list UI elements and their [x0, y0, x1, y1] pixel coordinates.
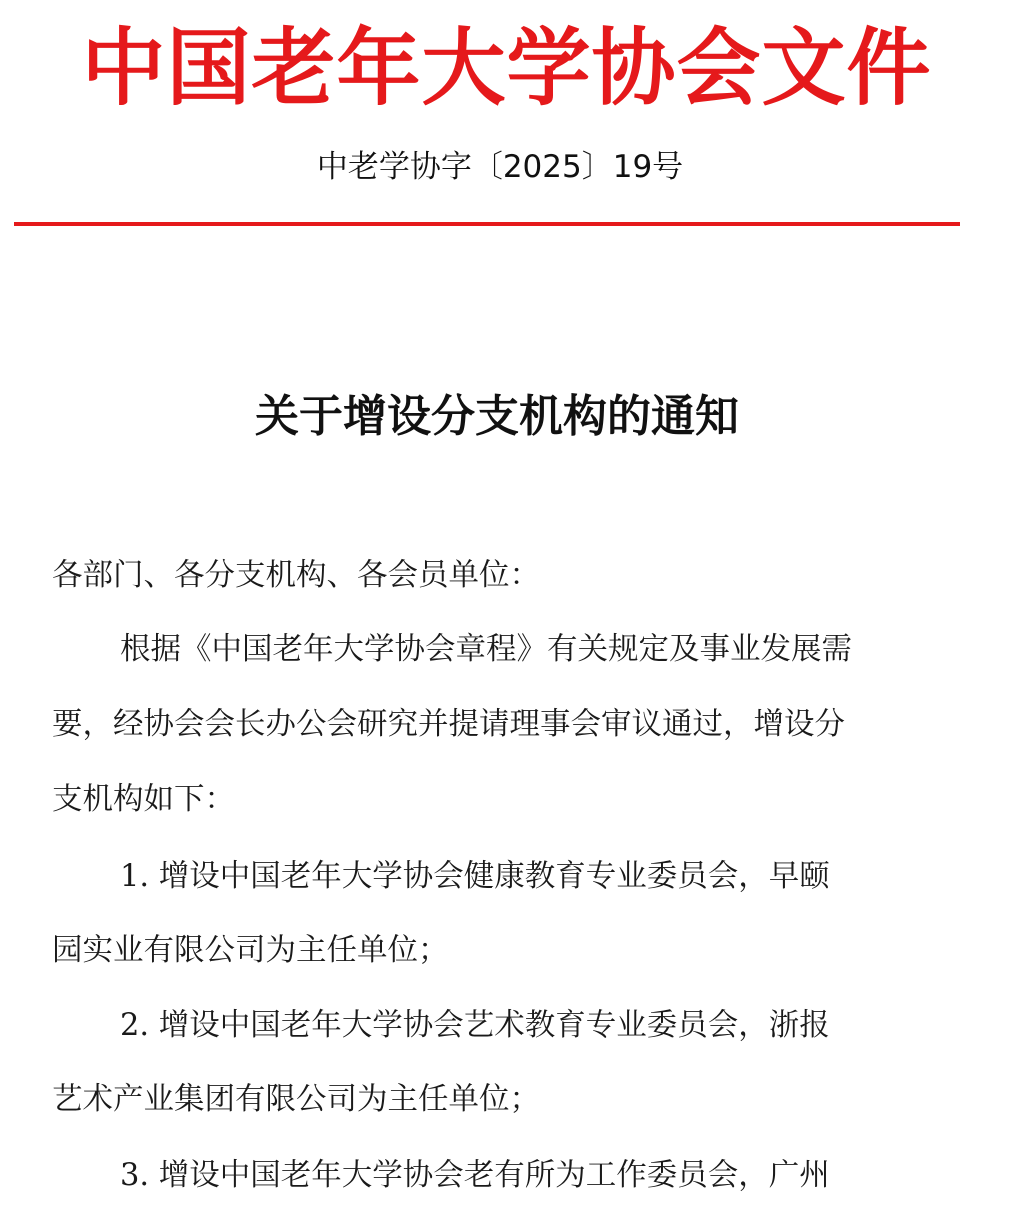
notice-title: 关于增设分支机构的通知 — [255, 391, 739, 442]
list-item-line: 园实业有限公司为主任单位； — [52, 933, 449, 968]
document-number: 中老学协字〔2025〕19号 — [316, 149, 684, 185]
list-item-line: 3. 增设中国老年大学协会老有所为工作委员会，广州 — [120, 1158, 830, 1193]
list-item-line: 1. 增设中国老年大学协会健康教育专业委员会，早颐 — [120, 859, 830, 894]
intro-line: 支机构如下： — [52, 782, 235, 817]
intro-line: 要，经协会会长办公会研究并提请理事会审议通过，增设分 — [52, 707, 845, 742]
header-divider — [14, 222, 960, 226]
list-item-line: 2. 增设中国老年大学协会艺术教育专业委员会，浙报 — [120, 1008, 830, 1043]
list-item-line: 艺术产业集团有限公司为主任单位； — [52, 1082, 540, 1117]
intro-line: 根据《中国老年大学协会章程》有关规定及事业发展需 — [120, 632, 852, 667]
document-header-title: 中国老年大学协会文件 — [81, 18, 932, 117]
salutation: 各部门、各分支机构、各会员单位： — [52, 558, 540, 593]
